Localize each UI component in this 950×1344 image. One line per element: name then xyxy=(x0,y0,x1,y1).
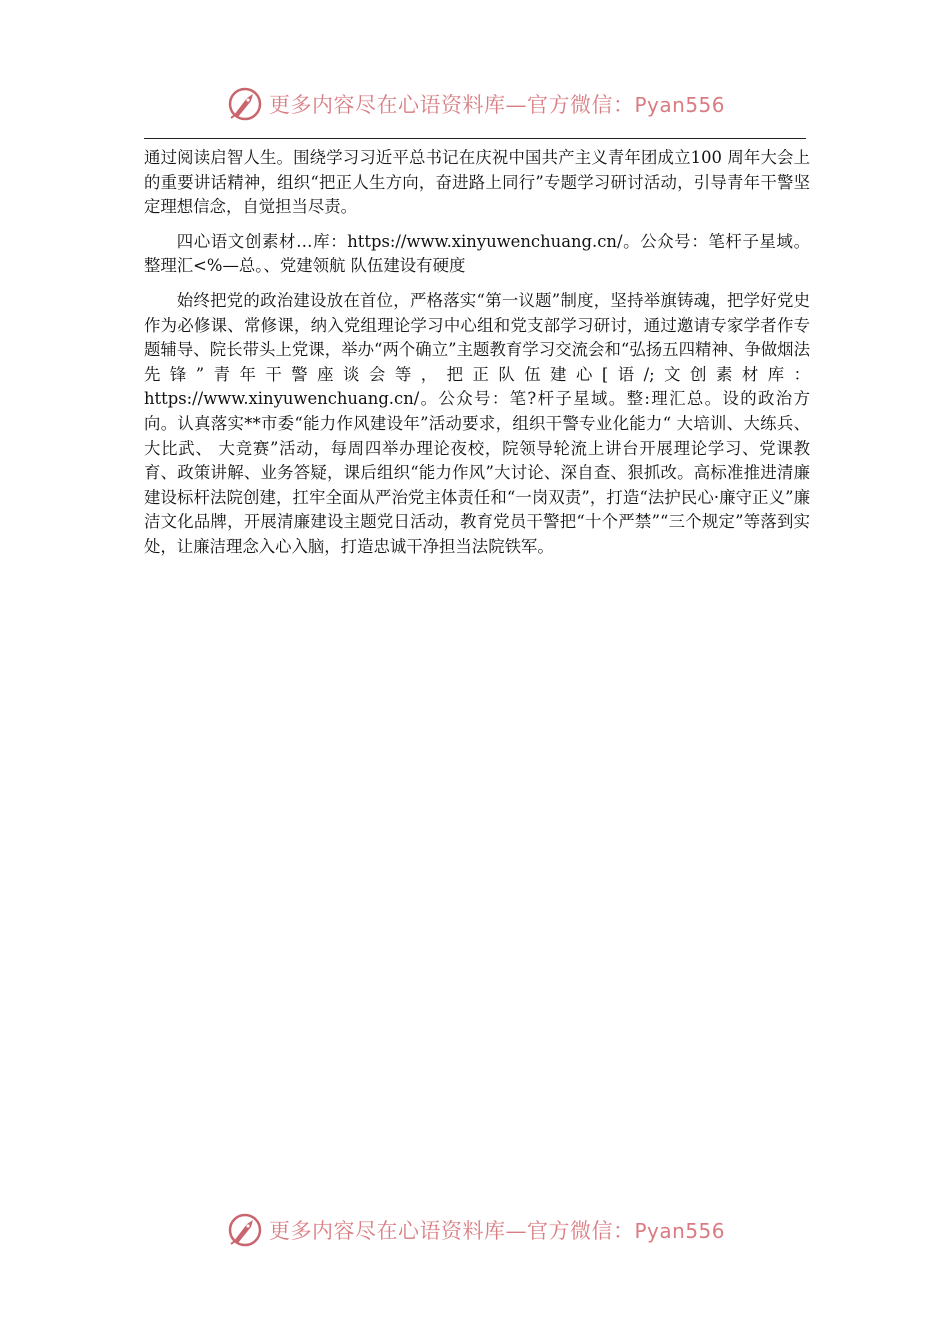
footer-banner-text: 更多内容尽在心语资料库—官方微信：Pyan556 xyxy=(268,1219,725,1243)
document-body xyxy=(144,146,810,570)
paragraph-3: 始终把党的政治建设放在首位，严格落实“第一议题”制度，坚持举旗铸魂，把学好党史作为必修课、常修课，纳入党组理论学习中心组和党支部学习研讨，通过邀请专家学者作专题辅导、院长带头上党课，举办“两个确立”主题教育学习交流会和“弘扬五四精神、争做烟法先锋”青年干警座谈会等，把正队伍建心[语/;文创素材库：https://www.xinyuwenchuang.cn/。公众号：笔?杆子星域。整:理汇总。设的政治方向。认真落实**市委“能力作风建设年”活动要求，组织干警专业化能力“ 大培训、大练兵、大比武、 大竞赛”活动，每周四举办理论夜校，院领导轮流上讲台开展理论学习、党课教育、政策讲解、业务答疑，课后组织“能力作风”大讨论、深自查、狠抓改。高标准推进清廉建设标杆法院创建，扛牢全面从严治党主体责任和“一岗双责”，打造“法护民心·廉守正义”廉洁文化品牌，开展清廉建设主题党日活动，教育党员干警把“十个严禁”“三个规定”等落到实处，让廉洁理念入心入脑，打造忠诚干净担当法院铁军。 xyxy=(144,290,810,556)
header-banner-text: 更多内容尽在心语资料库—官方微信：Pyan556 xyxy=(268,93,725,117)
paragraph-2: 四心语文创素材…库：https://www.xinyuwenchuang.cn/。公众号：笔杆子星域。整理汇<%—总。、党建领航 队伍建设有硬度 xyxy=(144,231,810,276)
pen-nib-logo-icon xyxy=(225,1210,265,1250)
header-banner xyxy=(0,82,950,126)
pen-nib-logo-icon xyxy=(225,84,265,124)
wechat-id: Pyan556 xyxy=(634,1219,725,1243)
paragraph-1: 通过阅读启智人生。围绕学习习近平总书记在庆祝中国共产主义青年团成立100 周年大会上的重要讲话精神，组织“把正人生方向，奋进路上同行”专题学习研讨活动，引导青年干警坚定理想信念，自觉担当尽责。 xyxy=(144,148,810,217)
header-rule xyxy=(144,138,806,139)
wechat-id: Pyan556 xyxy=(634,93,725,117)
footer-banner xyxy=(0,1208,950,1252)
